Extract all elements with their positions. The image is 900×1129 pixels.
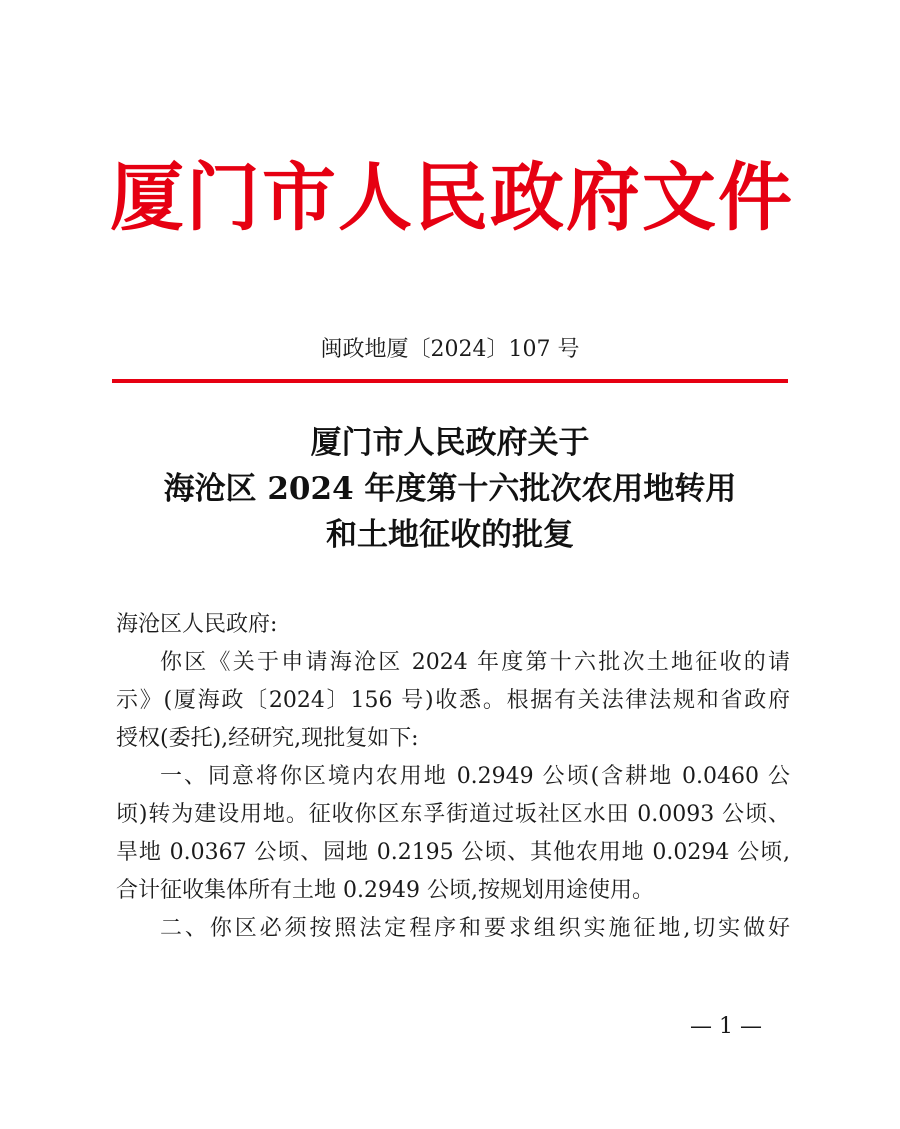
page-number: — 1 — xyxy=(690,1014,762,1039)
masthead-title: 厦门市人民政府文件 xyxy=(110,155,794,241)
red-separator-line xyxy=(112,379,788,383)
paragraph-2-line-4: 合计征收集体所有土地 0.2949 公顷,按规划用途使用。 xyxy=(116,878,654,903)
paragraph-2-line-1: 一、同意将你区境内农用地 0.2949 公顷(含耕地 0.0460 公 xyxy=(160,764,790,789)
paragraph-2-line-2: 顷)转为建设用地。征收你区东孚街道过坂社区水田 0.0093 公顷、 xyxy=(116,802,790,827)
paragraph-3-line-1: 二、你区必须按照法定程序和要求组织实施征地,切实做好 xyxy=(160,916,790,941)
document-body xyxy=(116,606,790,948)
document-title xyxy=(110,420,790,558)
paragraph-1-line-3: 授权(委托),经研究,现批复如下: xyxy=(116,726,419,751)
document-number: 闽政地厦〔2024〕107 号 xyxy=(320,337,580,362)
paragraph-1-line-1: 你区《关于申请海沧区 2024 年度第十六批次土地征收的请 xyxy=(160,650,790,675)
title-line-1: 厦门市人民政府关于 xyxy=(310,425,590,461)
title-line-2: 海沧区 2024 年度第十六批次农用地转用 xyxy=(163,471,737,507)
addressee: 海沧区人民政府: xyxy=(116,612,278,637)
paragraph-2-line-3: 旱地 0.0367 公顷、园地 0.2195 公顷、其他农用地 0.0294 公顷, xyxy=(116,840,790,865)
title-line-3: 和土地征收的批复 xyxy=(326,517,574,553)
paragraph-1-line-2: 示》(厦海政〔2024〕156 号)收悉。根据有关法律法规和省政府 xyxy=(116,688,790,713)
